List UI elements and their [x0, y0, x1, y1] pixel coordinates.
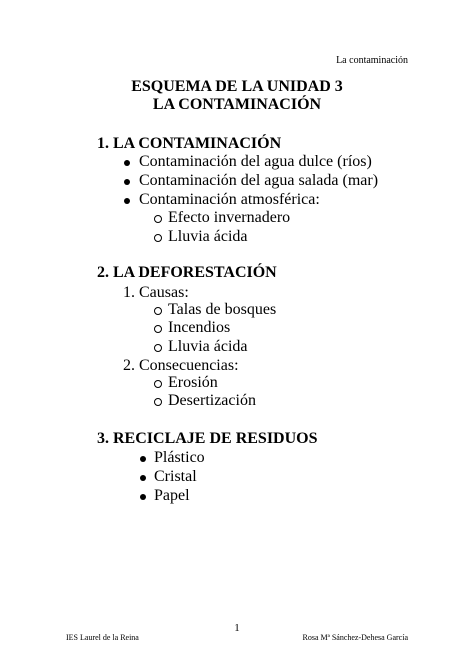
sub-list-item: Lluvia ácida	[168, 228, 248, 245]
numbered-item: Causas:	[139, 284, 189, 301]
title-line-1: ESQUEMA DE LA UNIDAD 3	[131, 78, 343, 95]
footer-school: IES Laurel de la Reina	[66, 633, 139, 642]
bullet-circle-icon	[154, 234, 162, 242]
section-heading-deforestacion: 2. LA DEFORESTACIÓN	[97, 264, 277, 281]
list-item: Plástico	[154, 449, 205, 466]
list-item: Contaminación del agua dulce (ríos)	[139, 153, 372, 170]
list-item: Papel	[154, 487, 190, 504]
running-header: La contaminación	[336, 55, 408, 66]
numbered-item: Consecuencias:	[139, 357, 239, 374]
bullet-circle-icon	[154, 325, 162, 333]
list-item: Contaminación del agua salada (mar)	[139, 172, 379, 189]
bullet-dot-icon	[124, 179, 130, 185]
bullet-dot-icon	[124, 198, 130, 204]
sub-list-item: Efecto invernadero	[168, 209, 291, 226]
document-title	[0, 78, 474, 114]
bullet-circle-icon	[154, 344, 162, 352]
sub-list-item: Erosión	[168, 374, 218, 391]
bullet-circle-icon	[154, 307, 162, 315]
list-item: Cristal	[154, 468, 197, 485]
page-number: 1	[234, 622, 240, 634]
sub-list-item: Lluvia ácida	[168, 338, 248, 355]
sub-list-item: Incendios	[168, 319, 231, 336]
list-number: 2.	[123, 357, 135, 374]
list-number: 1.	[123, 284, 135, 301]
bullet-circle-icon	[154, 215, 162, 223]
list-item: Contaminación atmosférica:	[139, 191, 320, 208]
footer-author: Rosa Mª Sánchez-Dehesa García	[302, 633, 408, 642]
section-heading-reciclaje: 3. RECICLAJE DE RESIDUOS	[97, 430, 318, 447]
section-heading-contaminacion: 1. LA CONTAMINACIÓN	[97, 135, 282, 152]
bullet-dot-icon	[140, 475, 146, 481]
title-line-2: LA CONTAMINACIÓN	[152, 96, 322, 113]
sub-list-item: Talas de bosques	[168, 301, 277, 318]
bullet-dot-icon	[140, 494, 146, 500]
bullet-circle-icon	[154, 398, 162, 406]
bullet-dot-icon	[124, 160, 130, 166]
sub-list-item: Desertización	[168, 392, 256, 409]
bullet-dot-icon	[140, 456, 146, 462]
bullet-circle-icon	[154, 380, 162, 388]
